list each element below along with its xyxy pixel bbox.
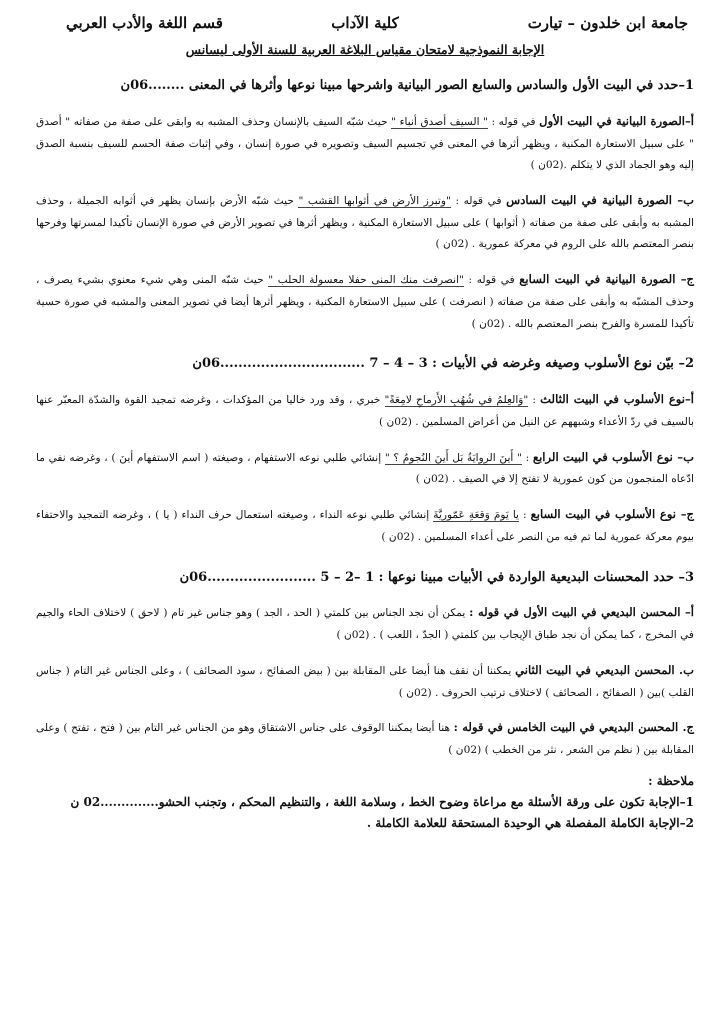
question-2-heading: 2– بيّن نوع الأسلوب وصيغه وغرضه في الأبيات : 3 – 4 – 7 ................................06ن [192, 356, 694, 372]
q3-answer-a-label: أ– المحسن البديعي في البيت الأول في قوله : [469, 605, 694, 620]
q2-answer-a-pre: : [528, 394, 541, 407]
q2-answer-c-quote: يا يَومَ وَقعَةِ عَمّورِيَّةَ [433, 509, 519, 522]
department-name: قسم اللغة والأدب العربي [66, 14, 223, 32]
q1-answer-c [36, 268, 694, 335]
q1-answer-a-pre: في قوله : [487, 115, 540, 128]
q3-answer-c-text: هنا أيضا يمكننا الوقوف على جناس الاشتقاق وهو من الجناس غير التام بين ( فتح ، تفتح ) وعلى المقابلة بين ( نظم من الشعر ، نثر من الخطب ) (02ن ) [36, 722, 694, 757]
document-title: الإجابة النموذجية لامتحان مقياس البلاغة العربية للسنة الأولى ليسانس [185, 42, 545, 57]
q2-answer-a-quote: "وَالعِلمُ في شُهُبِ الأَرماحِ لامِعَةً" [384, 394, 529, 407]
university-name: جامعة ابن خلدون – تيارت [527, 14, 688, 32]
document-header [36, 14, 694, 38]
q1-answer-b-pre: في قوله : [450, 195, 507, 208]
exam-answer-sheet [36, 14, 694, 834]
q3-answer-c [36, 716, 694, 761]
q2-answer-b-pre: : [521, 451, 533, 464]
question-1-heading: 1–حدد في البيت الأول والسادس والسابع الصور البيانية واشرحها مبينا نوعها وأثرها في المعنى ........06ن [120, 78, 694, 93]
note-item: 2–الإجابة الكاملة المفصلة هي الوحيدة المستحقة للعلامة الكاملة . [366, 815, 694, 830]
q1-answer-c-text: حيث شبّه المنى وهي شيء معنوي بشيء يصرف ، وحذف المشبّه به وأبقى على صفة من صفاته ( انصرفت ) على سبيل الاستعارة المكنية ، ويظهر أثرها أيضا في تصوير المعنى والمشبه في صورة حسية تأكيدا للمسرة والفرح بنصر المعتصم بالله . (02ن ) [36, 274, 694, 330]
q3-answer-c-label: ج. المحسن البديعي في البيت الخامس في قوله : [453, 720, 695, 735]
q1-answer-c-pre: في قوله : [463, 274, 520, 287]
q2-answer-b-quote: " أَينَ الرِوايَةُ بَل أَينَ النُجومُ ؟ " [384, 451, 522, 464]
q2-answer-a [36, 388, 694, 433]
q1-answer-c-quote: "انصرفت منك المنى حفلا معسولة الحلب " [268, 274, 464, 287]
q2-answer-c-pre: : [519, 509, 531, 522]
q2-answer-c [36, 503, 694, 548]
q3-answer-b-text: يمكننا أن نقف هنا أيضا على المقابلة بين ( بيض الصفائح ، سود الصحائف ) ، وعلى الجناس غير التام ( جناس القلب )بين ( الصفائح ، الصحائف ) لاختلاف ترتيب الحروف . (02ن ) [36, 664, 694, 699]
q3-answer-a-text: يمكن أن نجد الجناس بين كلمتي ( الحد ، الجد ) وهو جناس غير تام ( لاحق ) لاختلاف الحاء والجيم في المخرج ، كما يمكن أن نجد طباق الإيجاب بين كلمتي ( الجدّ ، اللعب ) . (02ن ) [36, 607, 694, 642]
q2-answer-c-label: ج– نوع الأسلوب في البيت السابع [530, 507, 694, 522]
q2-answer-b-text: إنشائي طلبي نوعه الاستفهام ، وصيغته ( اسم الاستفهام أينَ ) ، وغرضه نفي ما ادّعاه المنجمون من كون عمورية لا تفتح إلا في الصيف . (02ن ) [36, 451, 694, 486]
q1-answer-a-quote: " السيف أصدق أنباء " [391, 115, 488, 128]
q1-answer-b-label: ب– الصورة البيانية في البيت السادس [506, 193, 694, 208]
q1-answer-a-text: حيث شبّه السيف بالإنسان وحذف المشبه به وابقى على صفة من صفاته " أصدق " على سبيل الاستعارة المكنية ، ويظهر أثرها في المعنى في تجسيم السيف وتصويره في صورة إنسان ، وفي إثبات صفة الحسم للسيف بنسبة الصدق إليه وهو الجماد الذي لا يتكلم .(02ن ) [36, 115, 694, 172]
q1-answer-c-label: ج– الصورة البيانية في البيت السابع [519, 272, 694, 287]
q1-answer-b-text: حيث شبّه الأرض بإنسان يظهر في أثوابه الجميلة ، وحذف المشبه به وأبقى على صفة من صفاته ( أثوابها ) على سبيل الاستعارة المكنية ، ويظهر أثرها في تصوير الأرض في صورة الإنسان تأكيدا لمسرتها وفرحها بنصر المعتصم بالله على الروم في معركة عمورية . (02ن ) [36, 195, 694, 251]
q1-answer-a [36, 110, 694, 177]
faculty-name: كلية الآداب [331, 14, 399, 32]
q3-answer-b [36, 659, 694, 704]
q3-answer-b-label: ب. المحسن البديعي في البيت الثاني [515, 662, 695, 677]
q2-answer-b [36, 446, 694, 491]
notes-title: ملاحظة : [648, 773, 694, 788]
q2-answer-b-label: ب– نوع الأسلوب في البيت الرابع [532, 449, 694, 464]
q1-answer-b-quote: "وتبرز الأرض في أثوابها القشب " [298, 195, 451, 208]
q2-answer-a-label: أ–نوع الأسلوب في البيت الثالث [540, 392, 694, 407]
q1-answer-b [36, 189, 694, 256]
note-item: 1–الإجابة تكون على ورقة الأسئلة مع مراعاة وضوح الخط ، وسلامة اللغة ، والتنظيم المحكم ، وتجنب الحشو..............02 ن [70, 794, 694, 809]
q3-answer-a [36, 601, 694, 646]
q2-answer-c-text: إنشائي طلبي نوعه النداء ، وصيغته استعمال حرف النداء ( يا ) ، وغرضه التمجيد والاحتفاء بيوم معركة عمورية لما تم فيه من النصر على أعداء المسلمين . (02ن ) [36, 509, 694, 543]
q2-answer-a-text: خبري ، وقد ورد خاليا من المؤكدات ، وغرضه تمجيد القوة والشدّة المعبّر عنها بالسيف في ردّ الأعداء وشبههم عن النيل من أعراض المسلمين . (02ن ) [36, 394, 694, 428]
question-3-heading: 3– حدد المحسنات البديعية الواردة في الأبيات مبينا نوعها : 1 –2 – 5 ........................06ن [179, 569, 694, 585]
q1-answer-a-label: أ–الصورة البيانية في البيت الأول [539, 113, 694, 128]
